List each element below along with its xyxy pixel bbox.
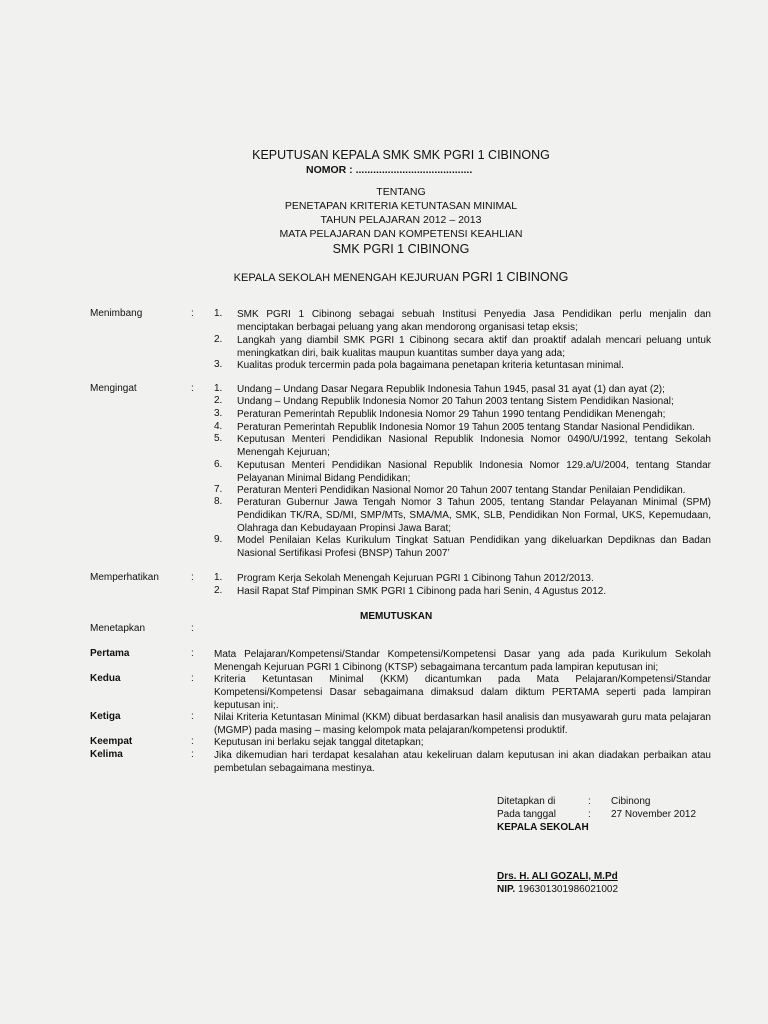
colon: : [191, 736, 194, 747]
colon: : [588, 809, 591, 820]
nip-value: 196301301986021002 [515, 884, 619, 895]
colon: : [191, 623, 194, 634]
subject-line-4: SMK PGRI 1 CIBINONG [332, 242, 470, 256]
subject-line-3: MATA PELAJARAN DAN KOMPETENSI KEAHLIAN [279, 228, 523, 240]
ketiga-text: Nilai Kriteria Ketuntasan Minimal (KKM) dibuat berdasarkan hasil analisis dan musyawarah guru mata pelajaran (MGMP) pada masing – masing kelompok mata pelajaran/kompetensi produktif. [214, 712, 711, 736]
document-title: KEPUTUSAN KEPALA SMK SMK PGRI 1 CIBINONG [252, 148, 550, 162]
list-item: Peraturan Menteri Pendidikan Nasional Nomor 20 Tahun 2007 tentang Standar Penilaian Pendidikan. [237, 485, 686, 496]
list-item: Peraturan Pemerintah Republik Indonesia Nomor 19 Tahun 2005 tentang Standar Nasional Pendidikan. [237, 422, 695, 433]
subject-line-2: TAHUN PELAJARAN 2012 – 2013 [320, 214, 482, 226]
list-number: 1. [214, 308, 223, 319]
list-item: Hasil Rapat Staf Pimpinan SMK PGRI 1 Cibinong pada hari Senin, 4 Agustus 2012. [237, 586, 607, 597]
keempat-text: Keputusan ini berlaku sejak tanggal ditetapkan; [214, 737, 424, 748]
memperhatikan-label: Memperhatikan [90, 572, 159, 583]
list-number: 2. [214, 334, 223, 345]
kedua-label: Kedua [90, 673, 121, 684]
menetapkan-label: Menetapkan [90, 623, 146, 634]
list-number: 2. [214, 585, 223, 596]
ketiga-label: Ketiga [90, 711, 121, 722]
list-number: 2. [214, 395, 223, 406]
list-number: 1. [214, 572, 223, 583]
list-item: Undang – Undang Republik Indonesia Nomor 20 Tahun 2003 tentang Sistem Pendidikan Nasional; [237, 396, 674, 407]
list-number: 4. [214, 421, 223, 432]
colon: : [191, 673, 194, 684]
list-number: 7. [214, 484, 223, 495]
signatory-name: Drs. H. ALI GOZALI, M.Pd [497, 871, 618, 882]
list-number: 9. [214, 534, 223, 545]
colon: : [191, 308, 194, 319]
tentang-heading: TENTANG [376, 186, 426, 198]
memutuskan-heading: MEMUTUSKAN [360, 611, 433, 622]
tanggal-value: 27 November 2012 [611, 809, 697, 820]
jabatan: KEPALA SEKOLAH [497, 822, 589, 833]
list-number: 6. [214, 459, 223, 470]
list-number: 3. [214, 359, 223, 370]
pertama-text: Mata Pelajaran/Kompetensi/Standar Kompetensi/Kompetensi Dasar yang ada pada Kurikulum Sekolah Menengah Kejuruan PGRI 1 Cibinong (KTSP) sebagaimana tercantum pada lampiran keputusan ini; [214, 649, 711, 673]
mengingat-label: Mengingat [90, 383, 137, 394]
nip-label: NIP. [497, 884, 516, 895]
kepala-heading-a: KEPALA SEKOLAH MENENGAH KEJURUAN [233, 272, 463, 284]
list-item: Model Penilaian Kelas Kurikulum Tingkat Satuan Pendidikan yang dikeluarkan Depdiknas dan Badan Nasional Sertifikasi Profesi (BNSP) Tahun 2007’ [237, 535, 711, 559]
ditetapkan-value: Cibinong [611, 796, 651, 807]
menimbang-label: Menimbang [90, 308, 143, 319]
colon: : [191, 572, 194, 583]
list-item: Langkah yang diambil SMK PGRI 1 Cibinong secara aktif dan proaktif adalah mencari peluang untuk meningkatkan diri, baik kualitas maupun kuantitas sumber daya yang ada; [237, 335, 711, 359]
tanggal-label: Pada tanggal [497, 809, 556, 820]
kepala-heading [0, 268, 768, 286]
colon: : [191, 711, 194, 722]
list-item: SMK PGRI 1 Cibinong sebagai sebuah Institusi Penyedia Jasa Pendidikan perlu menjalin dan menciptakan berbagai peluang yang akan mendorong organisasi tetap eksis; [237, 309, 711, 333]
kelima-label: Kelima [90, 749, 123, 760]
kelima-text: Jika dikemudian hari terdapat kesalahan atau kekeliruan dalam keputusan ini akan diadakan perbaikan atau pembetulan sebagaimana mestinya. [214, 750, 711, 774]
colon: : [191, 749, 194, 760]
list-item: Peraturan Gubernur Jawa Tengah Nomor 3 Tahun 2005, tentang Standar Pelayanan Minimal (SPM) Pendidikan TK/RA, SD/MI, SMP/MTs, SMA/MA, SMK, SLB, Pendidikan Non Formal, UKS, Kepemudaan, Olahraga dan Kebudayaan Propinsi Jawa Barat; [237, 497, 711, 534]
subject-line-1: PENETAPAN KRITERIA KETUNTASAN MINIMAL [284, 200, 518, 212]
kedua-text: Kriteria Ketuntasan Minimal (KKM) dicantumkan pada Mata Pelajaran/Kompetensi/Standar Kompetensi/Kompetensi Dasar sebagaimana dimaksud dalam diktum PERTAMA seperti pada lampiran keputusan ini;. [214, 674, 711, 711]
list-item: Kualitas produk tercermin pada pola bagaimana penetapan kriteria ketuntasan minimal. [237, 360, 624, 371]
ditetapkan-label: Ditetapkan di [497, 796, 556, 807]
list-item: Keputusan Menteri Pendidikan Nasional Republik Indonesia Nomor 0490/U/1992, tentang Sekolah Menengah Kejuruan; [237, 434, 711, 458]
list-item: Undang – Undang Dasar Negara Republik Indonesia Tahun 1945, pasal 31 ayat (1) dan ayat (2); [237, 384, 665, 395]
list-number: 3. [214, 408, 223, 419]
list-number: 8. [214, 496, 223, 507]
colon: : [191, 648, 194, 659]
list-number: 5. [214, 433, 223, 444]
nip-line [497, 884, 618, 895]
nomor-line: NOMOR : ........................................ [306, 164, 473, 176]
list-item: Program Kerja Sekolah Menengah Kejuruan PGRI 1 Cibinong Tahun 2012/2013. [237, 573, 594, 584]
list-number: 1. [214, 383, 223, 394]
list-item: Peraturan Pemerintah Republik Indonesia Nomor 29 Tahun 1990 tentang Pendidikan Menengah; [237, 409, 666, 420]
colon: : [588, 796, 591, 807]
kepala-heading-b: PGRI 1 CIBINONG [462, 270, 569, 284]
keempat-label: Keempat [90, 736, 133, 747]
pertama-label: Pertama [90, 648, 130, 659]
colon: : [191, 383, 194, 394]
list-item: Keputusan Menteri Pendidikan Nasional Republik Indonesia Nomor 129.a/U/2004, tentang Standar Pelayanan Minimal Bidang Pendidikan; [237, 460, 711, 484]
